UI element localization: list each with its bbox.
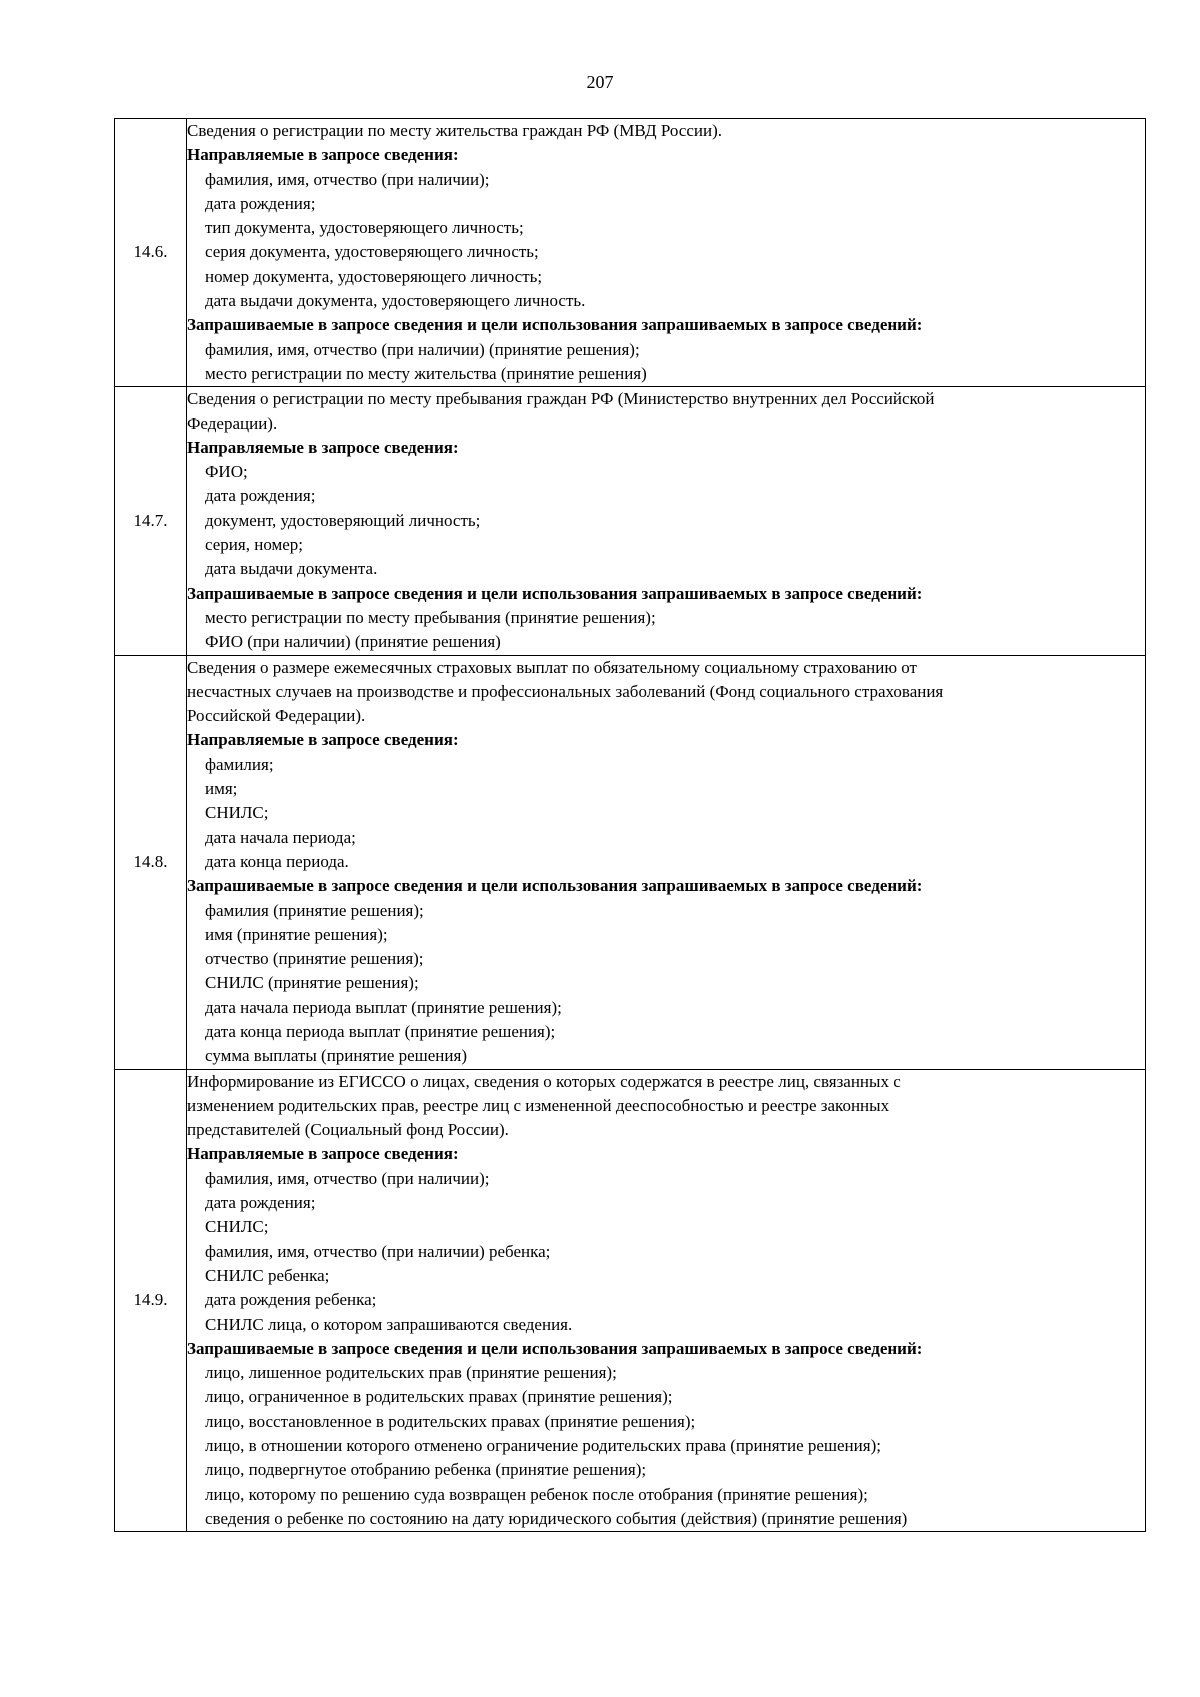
- requested-info-item: лицо, подвергнутое отобранию ребенка (принятие решения);: [205, 1460, 647, 1480]
- sent-info-item: СНИЛС;: [205, 1217, 269, 1237]
- sent-info-heading: Направляемые в запросе сведения:: [187, 145, 459, 165]
- row-description-line: представителей (Социальный фонд России).: [187, 1120, 509, 1140]
- sent-info-item: дата рождения ребенка;: [205, 1290, 377, 1310]
- requested-info-item: дата начала периода выплат (принятие решения);: [205, 997, 562, 1017]
- row-number: 14.6.: [115, 119, 187, 387]
- row-number: 14.7.: [115, 387, 187, 655]
- sent-info-item: ФИО;: [205, 462, 248, 482]
- sent-info-item: имя;: [205, 779, 238, 799]
- row-description-line: изменением родительских прав, реестре лиц с измененной дееспособностью и реестре законных: [187, 1095, 890, 1115]
- sent-info-item: фамилия;: [205, 754, 274, 774]
- sent-info-heading: Направляемые в запросе сведения:: [187, 437, 459, 457]
- requested-info-item: отчество (принятие решения);: [205, 949, 424, 969]
- sent-info-heading: Направляемые в запросе сведения:: [187, 1144, 459, 1164]
- row-content: [187, 387, 1146, 655]
- row-content: [187, 655, 1146, 1069]
- row-description-line: Сведения о размере ежемесячных страховых выплат по обязательному социальному страхованию от: [187, 657, 917, 677]
- requested-info-item: лицо, которому по решению суда возвращен ребенок после отобрания (принятие решения);: [205, 1484, 868, 1504]
- row-description-line: Российской Федерации).: [187, 706, 366, 726]
- row-number: 14.8.: [115, 655, 187, 1069]
- sent-info-item: СНИЛС лица, о котором запрашиваются сведения.: [205, 1314, 573, 1334]
- requested-info-item: лицо, в отношении которого отменено ограничение родительских права (принятие решения);: [205, 1436, 881, 1456]
- sent-info-item: номер документа, удостоверяющего личность;: [205, 266, 543, 286]
- sent-info-item: серия, номер;: [205, 535, 304, 555]
- sent-info-item: СНИЛС ребенка;: [205, 1265, 330, 1285]
- requested-info-heading: Запрашиваемые в запросе сведения и цели использования запрашиваемых в запросе сведений:: [187, 583, 923, 603]
- sent-info-item: дата рождения;: [205, 193, 316, 213]
- sent-info-item: дата начала периода;: [205, 827, 356, 847]
- requested-info-item: лицо, лишенное родительских прав (принятие решения);: [205, 1363, 617, 1383]
- requested-info-heading: Запрашиваемые в запросе сведения и цели использования запрашиваемых в запросе сведений:: [187, 876, 923, 896]
- row-number: 14.9.: [115, 1069, 187, 1532]
- requested-info-heading: Запрашиваемые в запросе сведения и цели использования запрашиваемых в запросе сведений:: [187, 315, 923, 335]
- sent-info-item: серия документа, удостоверяющего личность;: [205, 242, 539, 262]
- table-body: [115, 119, 1146, 1532]
- requested-info-item: ФИО (при наличии) (принятие решения): [205, 632, 501, 652]
- requested-info-item: лицо, ограниченное в родительских правах (принятие решения);: [205, 1387, 673, 1407]
- sent-info-item: фамилия, имя, отчество (при наличии);: [205, 1168, 490, 1188]
- table-row: [115, 119, 1146, 387]
- requested-info-item: лицо, восстановленное в родительских правах (принятие решения);: [205, 1411, 696, 1431]
- services-table: [114, 118, 1146, 1532]
- requested-info-item: имя (принятие решения);: [205, 924, 388, 944]
- row-content: [187, 119, 1146, 387]
- requested-info-item: СНИЛС (принятие решения);: [205, 973, 419, 993]
- sent-info-item: дата выдачи документа, удостоверяющего личность.: [205, 291, 586, 311]
- sent-info-item: дата выдачи документа.: [205, 559, 378, 579]
- table-row: [115, 655, 1146, 1069]
- requested-info-item: место регистрации по месту жительства (принятие решения): [205, 363, 647, 383]
- page-number: 207: [586, 72, 614, 92]
- sent-info-item: дата рождения;: [205, 1193, 316, 1213]
- table-row: [115, 387, 1146, 655]
- requested-info-item: сведения о ребенке по состоянию на дату юридического события (действия) (принятие решения): [205, 1508, 908, 1528]
- sent-info-heading: Направляемые в запросе сведения:: [187, 730, 459, 750]
- requested-info-item: фамилия, имя, отчество (при наличии) (принятие решения);: [205, 339, 640, 359]
- table-row: [115, 1069, 1146, 1532]
- row-description-line: Информирование из ЕГИССО о лицах, сведения о которых содержатся в реестре лиц, связанных с: [187, 1071, 901, 1091]
- row-description-line: Сведения о регистрации по месту пребывания граждан РФ (Министерство внутренних дел Российской: [187, 389, 935, 409]
- sent-info-item: дата конца периода.: [205, 851, 349, 871]
- row-description-line: Сведения о регистрации по месту жительства граждан РФ (МВД России).: [187, 121, 723, 140]
- requested-info-item: фамилия (принятие решения);: [205, 900, 424, 920]
- row-content: [187, 1069, 1146, 1532]
- sent-info-item: СНИЛС;: [205, 803, 269, 823]
- requested-info-item: сумма выплаты (принятие решения): [205, 1046, 467, 1066]
- requested-info-item: дата конца периода выплат (принятие решения);: [205, 1021, 556, 1041]
- requested-info-item: место регистрации по месту пребывания (принятие решения);: [205, 607, 656, 627]
- sent-info-item: фамилия, имя, отчество (при наличии) ребенка;: [205, 1241, 551, 1261]
- sent-info-item: фамилия, имя, отчество (при наличии);: [205, 169, 490, 189]
- sent-info-item: тип документа, удостоверяющего личность;: [205, 218, 524, 238]
- sent-info-item: документ, удостоверяющий личность;: [205, 510, 481, 530]
- requested-info-heading: Запрашиваемые в запросе сведения и цели использования запрашиваемых в запросе сведений:: [187, 1338, 923, 1358]
- row-description-line: несчастных случаев на производстве и профессиональных заболеваний (Фонд социального страхования: [187, 681, 944, 701]
- sent-info-item: дата рождения;: [205, 486, 316, 506]
- row-description-line: Федерации).: [187, 413, 278, 433]
